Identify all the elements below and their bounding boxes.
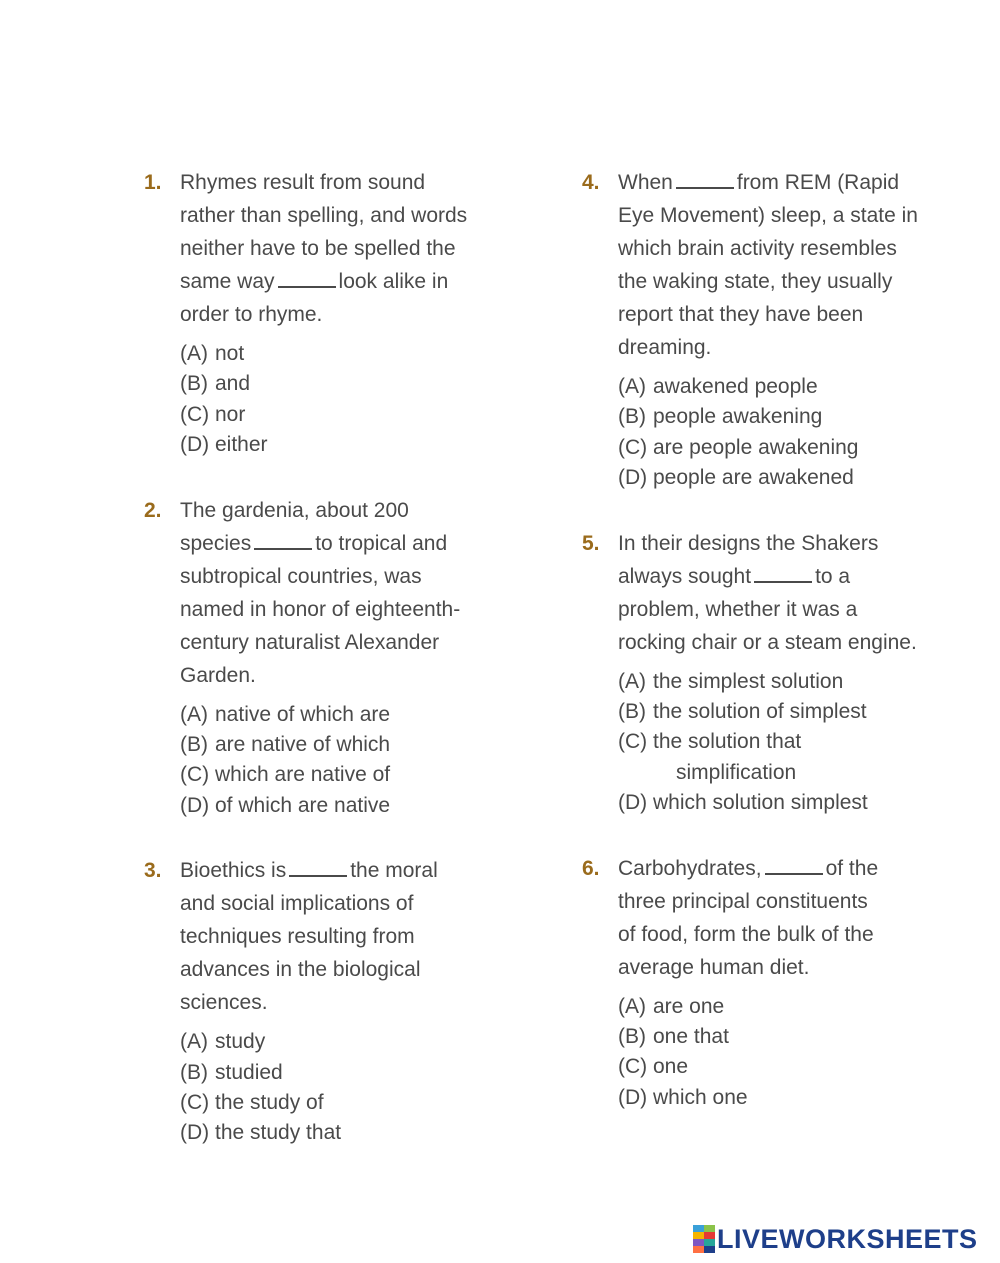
question-text-line: rather than spelling, and words <box>180 204 468 227</box>
option-text: of which are native <box>215 793 391 817</box>
option-letter: (C) <box>618 1055 648 1079</box>
option-letter: (D) <box>180 793 210 817</box>
option-text: study <box>215 1030 266 1054</box>
option-letter: (C) <box>180 763 210 787</box>
question-text-line: report that they have been <box>618 303 864 326</box>
question-text-line: named in honor of eighteenth- <box>180 597 461 621</box>
option-letter: (A) <box>618 669 646 693</box>
option-letter: (B) <box>618 1025 646 1049</box>
option-b[interactable] <box>618 1022 922 1052</box>
text-after-blank: the moral <box>350 859 438 883</box>
option-a[interactable] <box>618 667 922 697</box>
question-text-line <box>180 854 484 887</box>
option-b[interactable] <box>180 369 484 399</box>
option-b[interactable] <box>618 402 922 432</box>
text-after-blank: to a <box>815 564 851 588</box>
option-text: native of which are <box>215 702 391 726</box>
option-text: and <box>215 372 251 396</box>
question-text-line: dreaming. <box>618 336 712 359</box>
answer-blank[interactable] <box>676 186 734 189</box>
logo-tile <box>693 1225 704 1232</box>
logo-tile <box>693 1232 704 1239</box>
option-a[interactable] <box>180 700 484 730</box>
question-text-line: techniques resulting from <box>180 925 415 949</box>
question-text-line: which brain activity resembles <box>618 237 897 260</box>
text-before-blank: always sought <box>618 564 752 588</box>
option-letter: (B) <box>180 1060 208 1084</box>
option-letter: (C) <box>618 435 648 459</box>
option-list <box>618 667 922 819</box>
option-text: one <box>653 1055 689 1079</box>
option-list <box>618 992 922 1114</box>
option-c[interactable] <box>180 1088 484 1118</box>
question-6 <box>582 852 922 1114</box>
option-letter: (A) <box>180 702 208 726</box>
option-text: the solution of simplest <box>653 700 867 724</box>
question-number: 6. <box>582 856 600 880</box>
question-text-line: average human diet. <box>618 955 810 979</box>
question-text-line: and social implications of <box>180 892 414 916</box>
option-letter: (D) <box>618 466 648 490</box>
text-after-blank: of the <box>825 856 879 880</box>
answer-blank[interactable] <box>278 285 336 288</box>
option-c[interactable] <box>618 433 922 463</box>
option-a[interactable] <box>180 339 484 369</box>
question-number: 3. <box>144 859 162 883</box>
option-text: one that <box>653 1025 729 1049</box>
option-letter: (D) <box>180 1121 210 1145</box>
option-text: people are awakened <box>653 466 854 490</box>
logo-tile <box>693 1239 704 1246</box>
question-4 <box>582 166 922 494</box>
option-c[interactable] <box>618 1052 922 1082</box>
question-text-line: In their designs the Shakers <box>618 531 879 555</box>
text-after-blank: look alike in <box>338 270 449 293</box>
answer-blank[interactable] <box>289 874 347 877</box>
option-letter: (B) <box>180 372 208 396</box>
option-text: which solution simplest <box>653 791 868 815</box>
option-a[interactable] <box>618 372 922 402</box>
question-text-line: sciences. <box>180 991 268 1015</box>
option-letter: (A) <box>180 1030 208 1054</box>
question-text-line: The gardenia, about 200 <box>180 498 409 522</box>
option-text: either <box>215 433 268 457</box>
question-text-line <box>180 265 484 298</box>
question-text-line <box>618 166 922 199</box>
option-letter: (B) <box>618 700 646 724</box>
option-c[interactable] <box>180 400 484 430</box>
question-text-line <box>180 527 484 560</box>
liveworksheets-logo[interactable] <box>693 1222 993 1256</box>
question-5 <box>582 527 922 819</box>
option-d[interactable] <box>618 788 922 818</box>
option-b[interactable] <box>180 730 484 760</box>
question-text-line: Eye Movement) sleep, a state in <box>618 204 918 227</box>
text-before-blank: Carbohydrates, <box>618 856 762 880</box>
option-list <box>180 700 484 822</box>
option-letter: (A) <box>180 342 208 365</box>
text-after-blank: to tropical and <box>315 531 448 555</box>
option-a[interactable] <box>180 1027 484 1057</box>
option-text: the solution that <box>653 730 802 754</box>
question-text-line: advances in the biological <box>180 958 421 982</box>
option-text: nor <box>215 402 246 426</box>
option-text: people awakening <box>653 405 823 429</box>
option-text: the simplest solution <box>653 669 844 693</box>
question-text-line: Garden. <box>180 663 256 687</box>
logo-tile <box>704 1246 715 1253</box>
option-d[interactable] <box>180 430 484 460</box>
question-text-line <box>618 852 922 885</box>
option-letter: (D) <box>618 1085 648 1109</box>
logo-tile <box>704 1232 715 1239</box>
question-text-line: subtropical countries, was <box>180 564 422 588</box>
question-text-line <box>618 560 922 593</box>
question-text-line: order to rhyme. <box>180 303 323 326</box>
question-number: 5. <box>582 531 600 555</box>
option-letter: (C) <box>180 1091 210 1115</box>
option-letter: (B) <box>618 405 646 429</box>
left-column <box>144 166 484 1149</box>
option-list <box>180 1027 484 1149</box>
text-before-blank: species <box>180 531 252 555</box>
option-letter: (A) <box>618 994 646 1018</box>
option-letter: (C) <box>180 402 210 426</box>
question-text-line: three principal constituents <box>618 889 868 913</box>
question-text-line: Rhymes result from sound <box>180 171 426 194</box>
question-number: 4. <box>582 171 600 194</box>
answer-blank[interactable] <box>754 580 812 583</box>
answer-blank[interactable] <box>765 872 823 875</box>
option-text: are people awakening <box>653 435 859 459</box>
option-c[interactable] <box>618 727 922 757</box>
question-3 <box>144 854 484 1149</box>
question-text-line: century naturalist Alexander <box>180 630 440 654</box>
option-d[interactable] <box>180 791 484 821</box>
text-before-blank: When <box>618 171 673 194</box>
option-text: are one <box>653 994 725 1018</box>
option-b[interactable] <box>618 697 922 727</box>
option-letter: (A) <box>618 375 646 398</box>
question-number: 2. <box>144 498 162 522</box>
option-text: which are native of <box>215 763 391 787</box>
logo-tile <box>704 1239 715 1246</box>
logo-tile <box>693 1246 704 1253</box>
question-text-line: rocking chair or a steam engine. <box>618 630 917 654</box>
logo-tile <box>704 1225 715 1232</box>
option-c[interactable] <box>180 760 484 790</box>
question-2 <box>144 494 484 822</box>
answer-blank[interactable] <box>254 547 312 550</box>
question-text-line: of food, form the bulk of the <box>618 922 874 946</box>
question-text-line: neither have to be spelled the <box>180 237 456 260</box>
question-text-line: problem, whether it was a <box>618 597 858 621</box>
option-list <box>618 372 922 494</box>
option-d[interactable] <box>618 463 922 493</box>
option-b[interactable] <box>180 1058 484 1088</box>
option-list <box>180 339 484 461</box>
text-after-blank: from REM (Rapid <box>736 171 900 194</box>
option-letter: (B) <box>180 733 208 757</box>
text-before-blank: Bioethics is <box>180 859 287 883</box>
logo-tiles-icon <box>693 1225 715 1253</box>
option-text: which one <box>653 1085 748 1109</box>
option-text: are native of which <box>215 733 391 757</box>
question-text-line: the waking state, they usually <box>618 270 893 293</box>
option-c-continuation: simplification <box>676 760 797 784</box>
option-d[interactable] <box>618 1083 922 1113</box>
option-a[interactable] <box>618 992 922 1022</box>
option-letter: (D) <box>180 433 210 457</box>
option-text: the study that <box>215 1121 342 1145</box>
question-1 <box>144 166 484 461</box>
option-letter: (D) <box>618 791 648 815</box>
option-text: studied <box>215 1060 283 1084</box>
option-text: the study of <box>215 1091 324 1115</box>
option-d[interactable] <box>180 1118 484 1148</box>
question-number: 1. <box>144 171 162 194</box>
text-before-blank: same way <box>180 270 275 293</box>
right-column <box>582 166 922 1113</box>
option-text: not <box>215 342 245 365</box>
option-text: awakened people <box>653 375 818 398</box>
logo-text: LIVEWORKSHEETS <box>717 1224 978 1254</box>
option-letter: (C) <box>618 730 648 754</box>
